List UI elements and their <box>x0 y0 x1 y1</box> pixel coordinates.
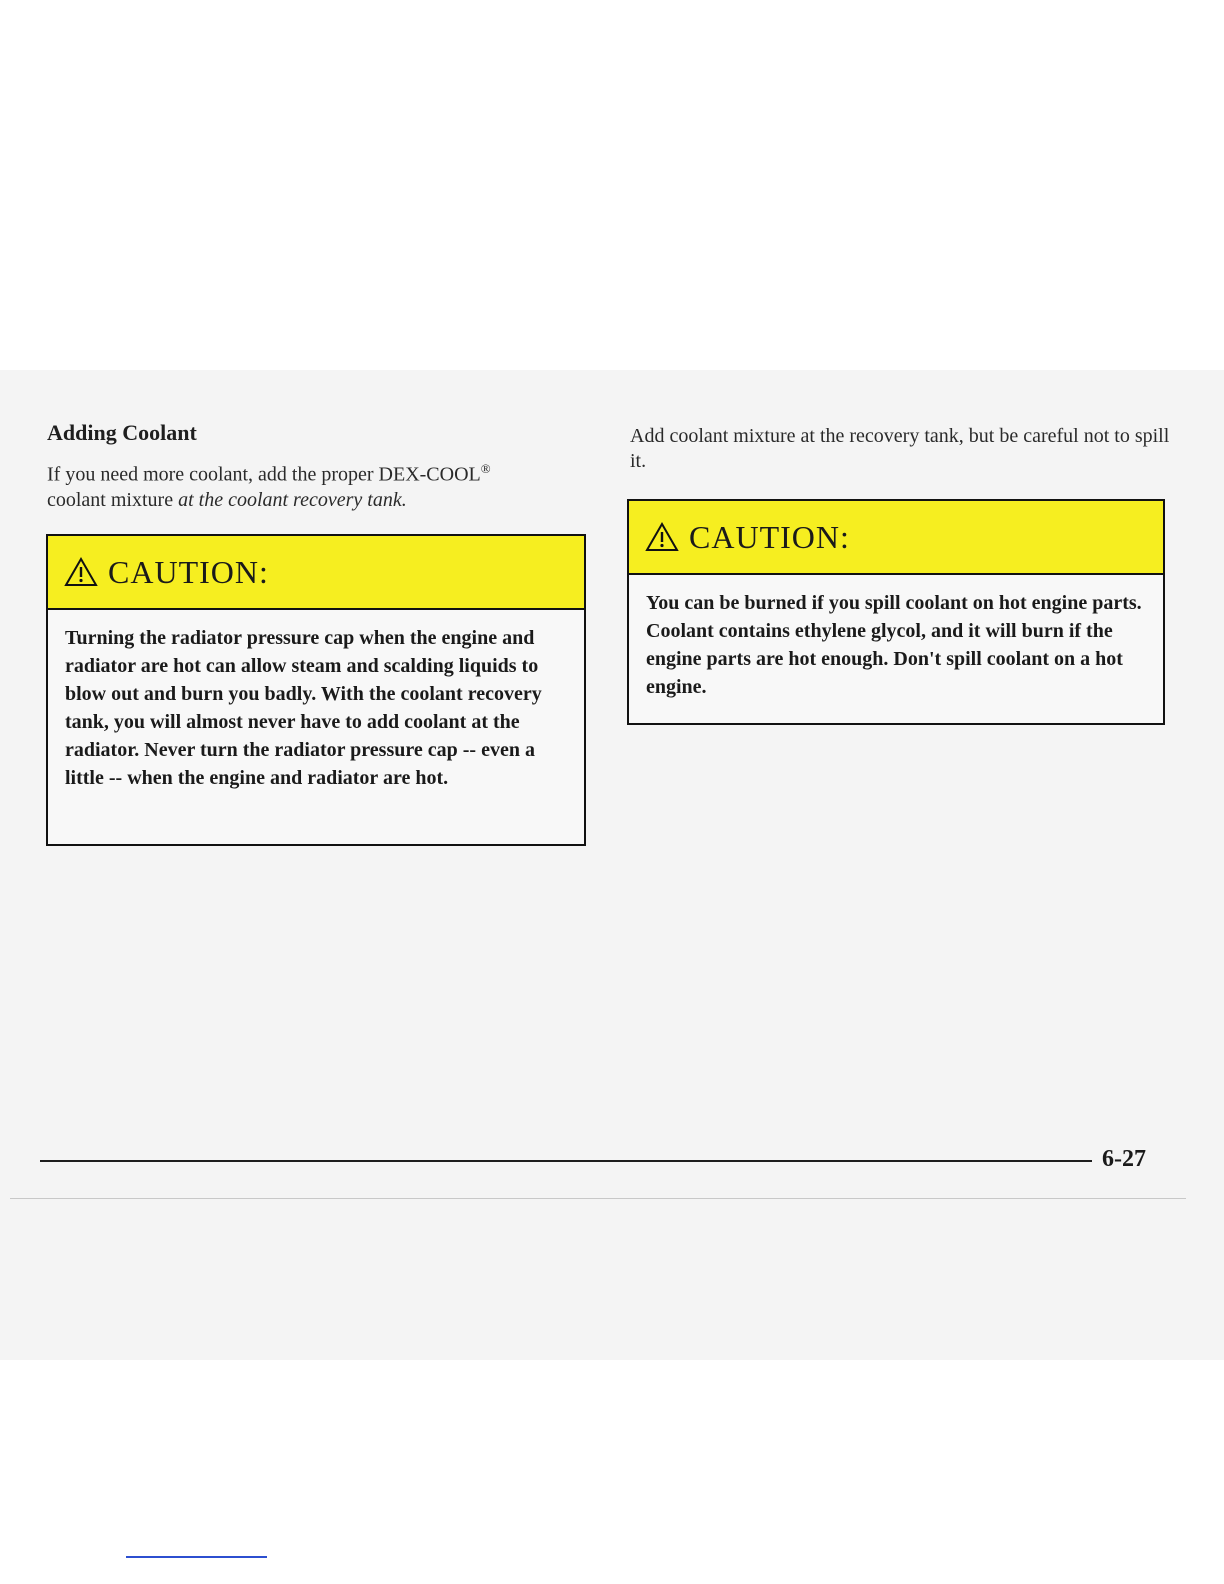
caution-text: You can be burned if you spill coolant on hot engine parts. Coolant contains ethylene glycol, and it will burn if the engine parts are hot enough. Don't spill coolant on a hot engine. <box>646 592 1142 698</box>
intro-line2-italic: at the coolant recovery tank. <box>178 488 407 511</box>
caution-header <box>48 536 584 610</box>
bottom-link-underline <box>126 1556 267 1558</box>
registered-mark: ® <box>480 461 491 476</box>
page-number: 6-27 <box>1102 1146 1146 1172</box>
caution-text: Turning the radiator pressure cap when the engine and radiator are hot can allow steam and scalding liquids to blow out and burn you badly. With the coolant recovery tank, you will almost never have to add coolant at the radiator. Never turn the radiator pressure cap -- even a little -- when the engine and radiator are hot. <box>65 627 542 789</box>
intro-line2-prefix: coolant mixture <box>47 488 179 511</box>
caution-box-spill <box>627 499 1165 725</box>
caution-title: CAUTION: <box>689 518 850 555</box>
footer-rule <box>40 1160 1092 1162</box>
caution-box-radiator <box>46 534 586 846</box>
section-heading: Adding Coolant <box>47 420 197 445</box>
intro-line1: If you need more coolant, add the proper DEX-COOL <box>47 463 481 486</box>
intro-paragraph-left <box>47 456 607 513</box>
warning-triangle-icon <box>64 557 98 587</box>
warning-triangle-icon <box>645 522 679 552</box>
intro-paragraph-right: Add coolant mixture at the recovery tank, but be careful not to spill it. <box>630 425 1170 472</box>
caution-header <box>629 501 1163 575</box>
scan-edge-line <box>10 1198 1186 1199</box>
caution-title: CAUTION: <box>108 553 269 590</box>
